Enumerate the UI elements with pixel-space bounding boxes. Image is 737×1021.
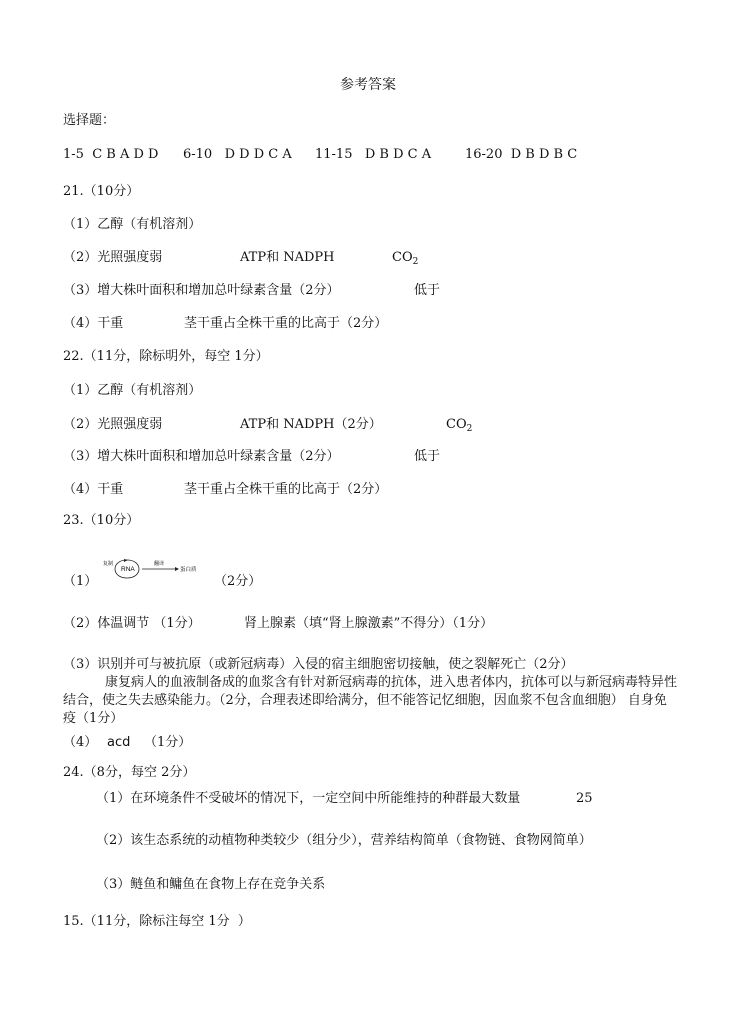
- page-title: 参考答案: [340, 77, 396, 93]
- q23-answer-2-hormone: 肾上腺素（填“肾上腺激素”不得分）（1分）: [244, 616, 494, 631]
- replicate-label: 复制: [103, 561, 114, 567]
- q22-header: 22.（11分，除标明外，每空 1分）: [63, 349, 269, 364]
- mc-answers-11-15: 11-15 D B D C A: [315, 147, 432, 162]
- q23-header: 23.（10分）: [63, 513, 140, 528]
- q23-answer-4-choice: acd: [107, 735, 131, 750]
- q22-answer-4: （4）干重: [63, 482, 124, 497]
- rna-replication-translation-diagram: [101, 556, 206, 582]
- protein-label: 蛋白质: [180, 567, 197, 573]
- translation-arrowhead: [175, 567, 179, 571]
- q21-answer-3-lower: 低于: [414, 283, 441, 298]
- rna-label: RNA: [121, 566, 135, 573]
- q23-answer-1-score: （2分）: [214, 574, 262, 589]
- q22-answer-2-atp: ATP和 NADPH（2分）: [240, 417, 382, 432]
- q24-answer-3: （3）鲢鱼和鳙鱼在食物上存在竞争关系: [96, 877, 326, 892]
- replication-arrowhead: [124, 559, 128, 562]
- q21-answer-2-co2: $CO_2$: [392, 250, 419, 267]
- q21-answer-4-ratio: 茎干重占全株干重的比高于（2分）: [184, 316, 388, 331]
- q23-answer-3-paragraph: 康复病人的血液制备成的血浆含有针对新冠病毒的抗体，进入患者体内，抗体可以与新冠病毒特异性结合，使之失去感染能力。（2分，合理表述即给满分，但不能答记忆细胞，因血浆不包含血细胞） 自身免疫（1分）: [63, 675, 678, 726]
- q23-answer-4-score: （1分）: [144, 735, 192, 750]
- q21-answer-2: （2）光照强度弱: [63, 250, 163, 265]
- q21-header: 21.（10分）: [63, 184, 140, 199]
- q23-answer-2: （2）体温调节 （1分）: [63, 616, 201, 631]
- q21-answer-3: （3）增大株叶面积和增加总叶绿素含量（2分）: [63, 283, 340, 298]
- q24-header: 24.（8分，每空 2分）: [63, 765, 196, 780]
- q23-answer-1: （1）: [63, 574, 98, 589]
- translate-label: 翻译: [154, 561, 165, 567]
- q22-answer-4-ratio: 茎干重占全株干重的比高于（2分）: [184, 482, 388, 497]
- mc-answers-1-5: 1-5 C B A D D: [63, 147, 159, 162]
- q24-answer-1-value: 25: [576, 791, 593, 806]
- mc-answers-6-10: 6-10 D D D C A: [183, 147, 292, 162]
- q24-answer-2: （2）该生态系统的动植物种类较少（组分少），营养结构简单（食物链、食物网简单）: [96, 833, 592, 848]
- q22-answer-1: （1）乙醇（有机溶剂）: [63, 383, 202, 398]
- q23-answer-4: （4）: [63, 735, 98, 750]
- q22-answer-2-co2: $CO_2$: [446, 417, 473, 434]
- mc-answers-16-20: 16-20 D B D B C: [465, 147, 578, 162]
- q21-answer-4: （4）干重: [63, 316, 124, 331]
- q23-answer-3: （3）识别并可与被抗原（或新冠病毒）入侵的宿主细胞密切接触，使之裂解死亡（2分）: [63, 657, 574, 672]
- section-multiple-choice: 选择题：: [63, 113, 116, 128]
- q21-answer-1: （1）乙醇（有机溶剂）: [63, 217, 202, 232]
- q22-answer-2: （2）光照强度弱: [63, 417, 163, 432]
- q21-answer-2-atp: ATP和 NADPH: [240, 250, 335, 265]
- q15-header: 15.（11分，除标注每空 1分 ）: [63, 914, 251, 929]
- q22-answer-3: （3）增大株叶面积和增加总叶绿素含量（2分）: [63, 449, 340, 464]
- q22-answer-3-lower: 低于: [414, 449, 441, 464]
- q24-answer-1: （1）在环境条件不受破坏的情况下，一定空间中所能维持的种群最大数量: [96, 791, 521, 806]
